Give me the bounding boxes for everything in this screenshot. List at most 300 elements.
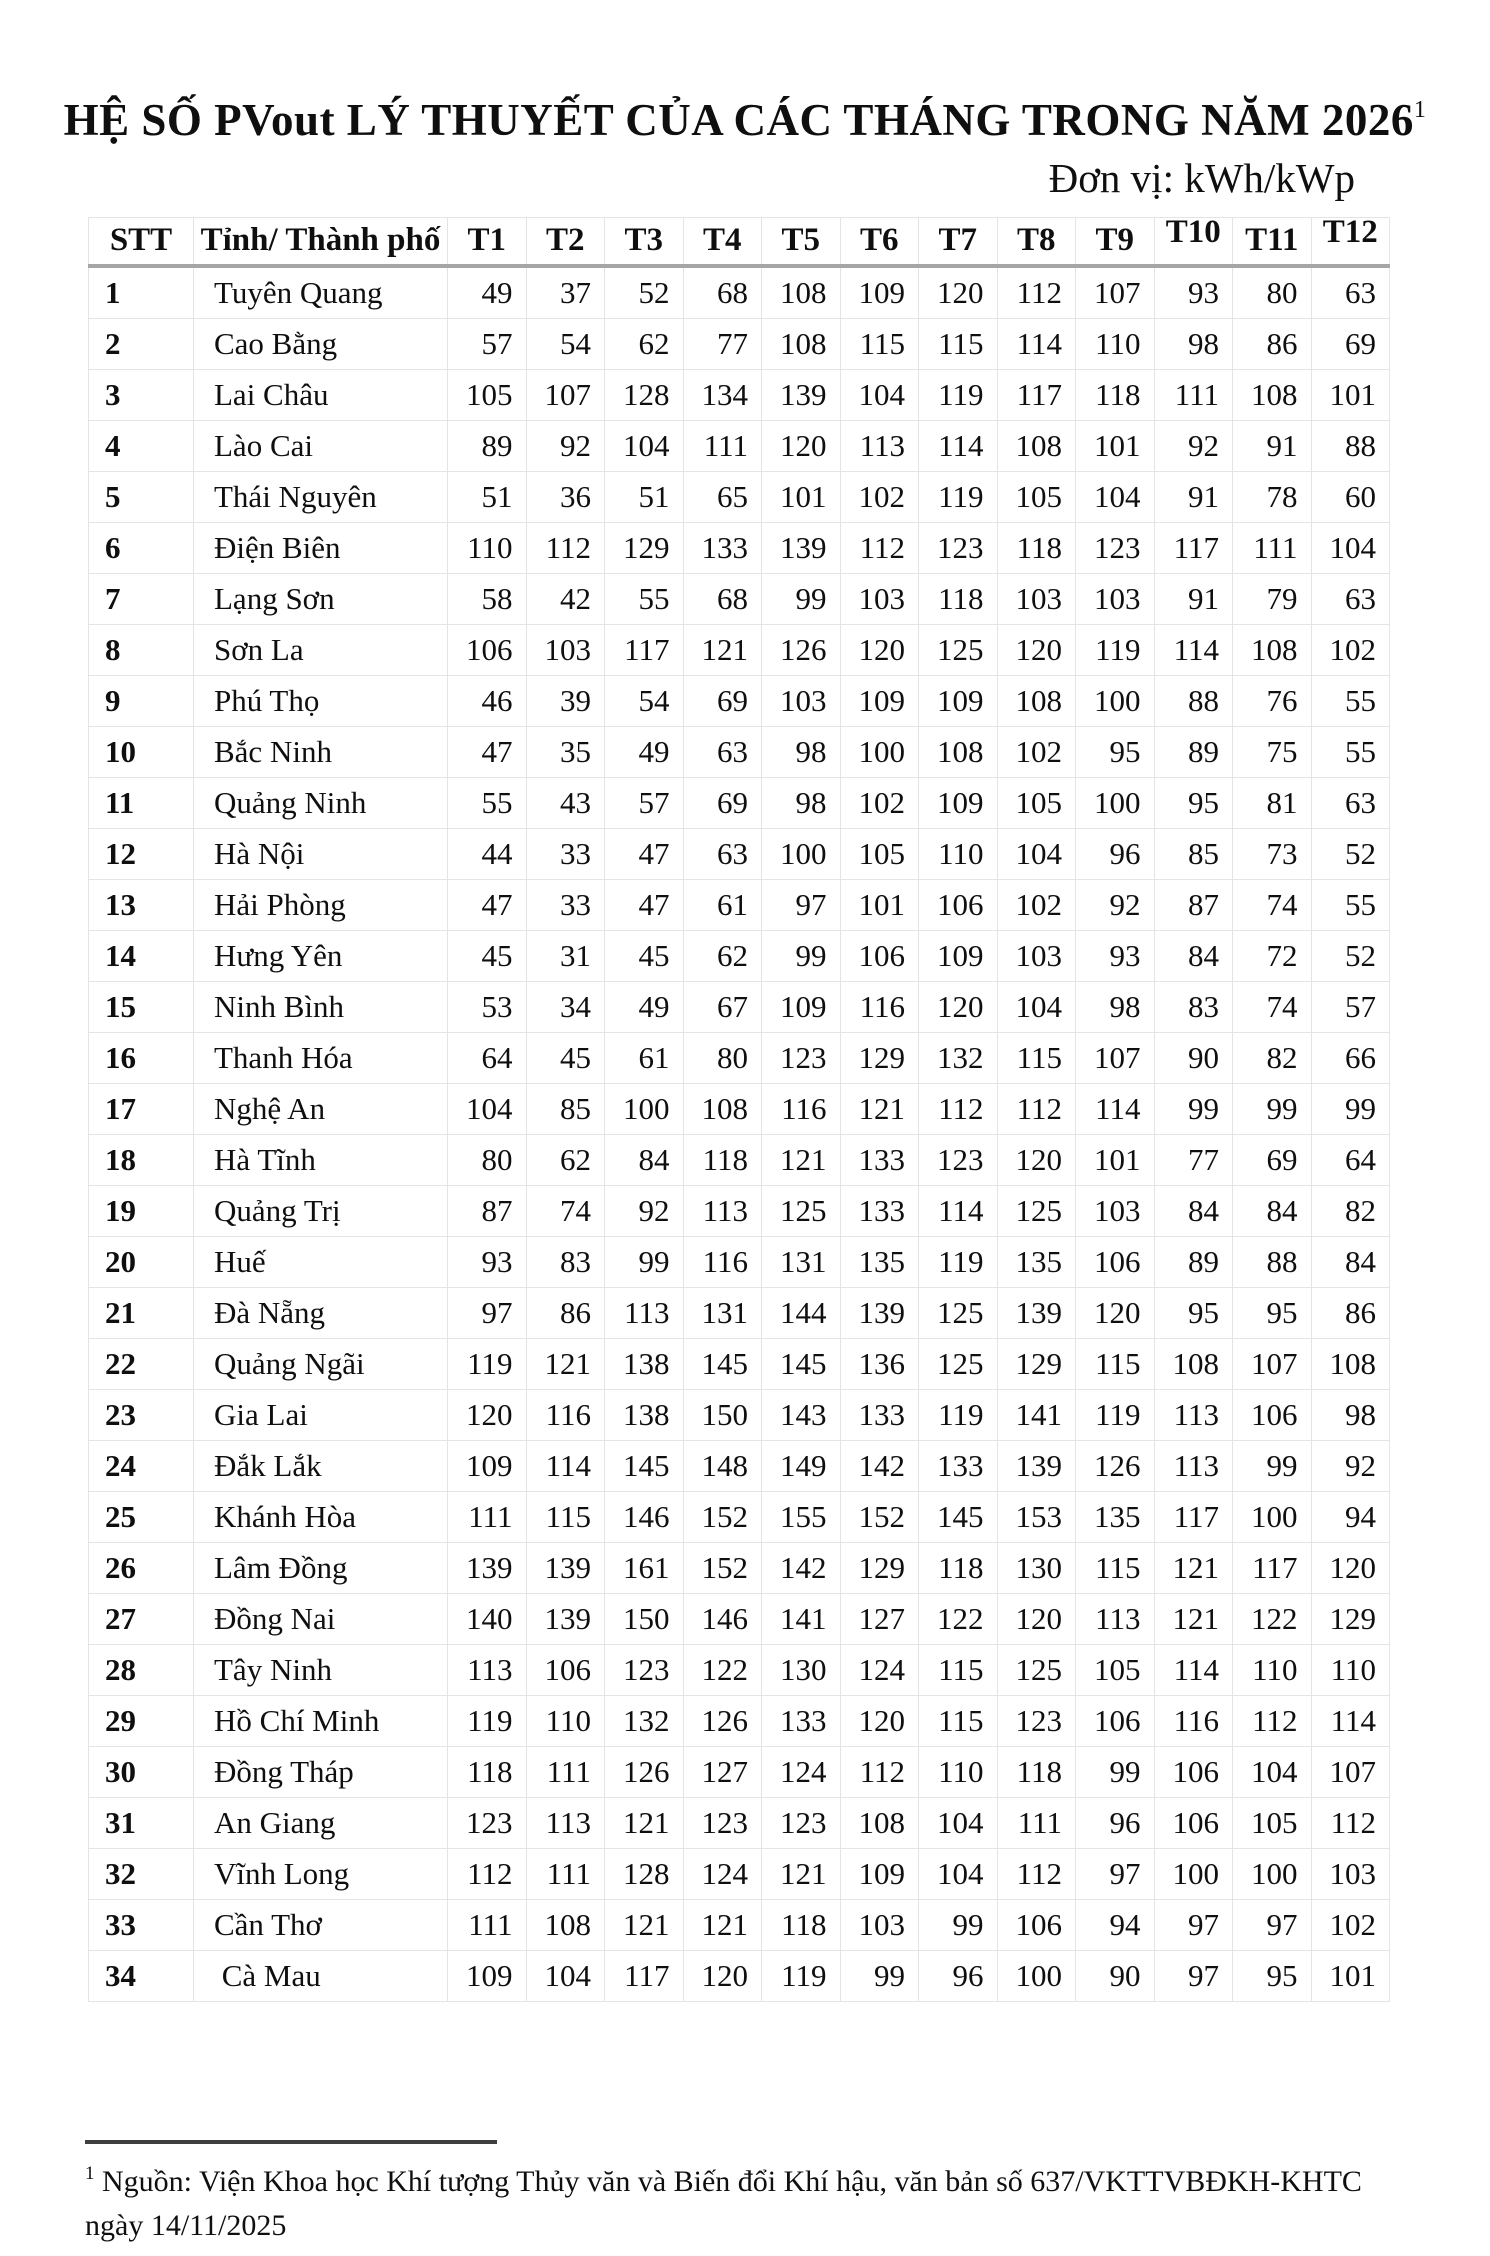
row-value-T9: 95: [1076, 726, 1155, 777]
row-value-T7: 108: [919, 726, 998, 777]
row-value-T10: 99: [1154, 1083, 1233, 1134]
row-value-T11: 99: [1233, 1440, 1312, 1491]
column-header-T9: T9: [1076, 217, 1155, 266]
row-value-T2: 43: [526, 777, 605, 828]
row-stt: 5: [89, 471, 194, 522]
row-value-T9: 119: [1076, 1389, 1155, 1440]
row-value-T12: 57: [1311, 981, 1390, 1032]
column-header-T1: T1: [448, 217, 527, 266]
footnote-marker: 1: [85, 2163, 95, 2184]
row-value-T11: 95: [1233, 1950, 1312, 2001]
table-row: [89, 981, 1390, 1032]
row-value-T6: 109: [840, 675, 919, 726]
row-value-T11: 84: [1233, 1185, 1312, 1236]
row-value-T2: 139: [526, 1593, 605, 1644]
row-value-T12: 63: [1311, 266, 1390, 319]
row-value-T2: 115: [526, 1491, 605, 1542]
row-value-T9: 113: [1076, 1593, 1155, 1644]
row-value-T7: 119: [919, 369, 998, 420]
table-row: [89, 420, 1390, 471]
table-row: [89, 1542, 1390, 1593]
table-row: [89, 1644, 1390, 1695]
row-value-T12: 86: [1311, 1287, 1390, 1338]
row-value-T10: 84: [1154, 1185, 1233, 1236]
table-row: [89, 828, 1390, 879]
row-value-T2: 36: [526, 471, 605, 522]
row-value-T2: 34: [526, 981, 605, 1032]
row-value-T7: 119: [919, 471, 998, 522]
column-header-T4: T4: [683, 217, 762, 266]
table-row: [89, 1491, 1390, 1542]
table-row: [89, 1185, 1390, 1236]
row-value-T7: 119: [919, 1389, 998, 1440]
row-value-T3: 161: [605, 1542, 684, 1593]
row-value-T10: 95: [1154, 1287, 1233, 1338]
row-province: Đắk Lắk: [194, 1440, 448, 1491]
row-value-T2: 106: [526, 1644, 605, 1695]
row-value-T7: 114: [919, 420, 998, 471]
row-value-T7: 104: [919, 1848, 998, 1899]
row-value-T10: 85: [1154, 828, 1233, 879]
row-value-T4: 77: [683, 318, 762, 369]
row-value-T3: 55: [605, 573, 684, 624]
row-province: Cà Mau: [194, 1950, 448, 2001]
row-value-T8: 125: [997, 1644, 1076, 1695]
row-province: Lâm Đồng: [194, 1542, 448, 1593]
row-value-T5: 100: [762, 828, 841, 879]
table-body: [89, 266, 1390, 2002]
row-value-T2: 33: [526, 879, 605, 930]
row-value-T7: 145: [919, 1491, 998, 1542]
row-province: Huế: [194, 1236, 448, 1287]
row-value-T12: 129: [1311, 1593, 1390, 1644]
row-value-T4: 63: [683, 726, 762, 777]
row-value-T3: 123: [605, 1644, 684, 1695]
row-value-T4: 113: [683, 1185, 762, 1236]
row-value-T4: 152: [683, 1542, 762, 1593]
row-stt: 18: [89, 1134, 194, 1185]
row-value-T4: 122: [683, 1644, 762, 1695]
row-value-T1: 58: [448, 573, 527, 624]
row-value-T2: 35: [526, 726, 605, 777]
row-value-T1: 93: [448, 1236, 527, 1287]
row-province: Tuyên Quang: [194, 266, 448, 319]
row-value-T10: 97: [1154, 1950, 1233, 2001]
footnote: [85, 2140, 1425, 2247]
table-row: [89, 266, 1390, 319]
row-value-T9: 104: [1076, 471, 1155, 522]
row-value-T1: 57: [448, 318, 527, 369]
row-value-T9: 120: [1076, 1287, 1155, 1338]
row-value-T2: 111: [526, 1848, 605, 1899]
row-value-T9: 92: [1076, 879, 1155, 930]
row-value-T12: 63: [1311, 777, 1390, 828]
row-value-T9: 126: [1076, 1440, 1155, 1491]
row-value-T10: 95: [1154, 777, 1233, 828]
row-value-T1: 97: [448, 1287, 527, 1338]
row-value-T7: 110: [919, 1746, 998, 1797]
row-value-T8: 111: [997, 1797, 1076, 1848]
row-value-T11: 75: [1233, 726, 1312, 777]
row-value-T12: 108: [1311, 1338, 1390, 1389]
row-value-T8: 112: [997, 266, 1076, 319]
column-header-T11: T11: [1233, 217, 1312, 266]
row-value-T4: 134: [683, 369, 762, 420]
row-value-T3: 49: [605, 981, 684, 1032]
row-stt: 25: [89, 1491, 194, 1542]
row-value-T10: 114: [1154, 624, 1233, 675]
table-row: [89, 1848, 1390, 1899]
row-value-T5: 123: [762, 1797, 841, 1848]
row-value-T12: 55: [1311, 675, 1390, 726]
row-province: Cần Thơ: [194, 1899, 448, 1950]
row-value-T9: 103: [1076, 573, 1155, 624]
column-header-T3: T3: [605, 217, 684, 266]
row-value-T7: 119: [919, 1236, 998, 1287]
row-value-T4: 150: [683, 1389, 762, 1440]
row-value-T10: 77: [1154, 1134, 1233, 1185]
row-province: Hà Nội: [194, 828, 448, 879]
row-value-T12: 60: [1311, 471, 1390, 522]
row-value-T4: 80: [683, 1032, 762, 1083]
row-stt: 32: [89, 1848, 194, 1899]
row-value-T1: 46: [448, 675, 527, 726]
row-value-T3: 47: [605, 828, 684, 879]
table-row: [89, 1797, 1390, 1848]
row-stt: 19: [89, 1185, 194, 1236]
row-value-T5: 131: [762, 1236, 841, 1287]
row-value-T3: 47: [605, 879, 684, 930]
table-row: [89, 1440, 1390, 1491]
row-value-T4: 131: [683, 1287, 762, 1338]
pvout-table: [88, 217, 1390, 2002]
row-value-T11: 95: [1233, 1287, 1312, 1338]
row-value-T2: 83: [526, 1236, 605, 1287]
row-value-T10: 97: [1154, 1899, 1233, 1950]
row-value-T7: 122: [919, 1593, 998, 1644]
row-value-T12: 88: [1311, 420, 1390, 471]
row-value-T6: 152: [840, 1491, 919, 1542]
row-value-T3: 146: [605, 1491, 684, 1542]
row-value-T7: 104: [919, 1797, 998, 1848]
row-value-T8: 120: [997, 1593, 1076, 1644]
row-value-T8: 130: [997, 1542, 1076, 1593]
row-value-T2: 116: [526, 1389, 605, 1440]
row-value-T9: 119: [1076, 624, 1155, 675]
row-value-T7: 109: [919, 930, 998, 981]
row-value-T8: 112: [997, 1848, 1076, 1899]
row-value-T5: 118: [762, 1899, 841, 1950]
row-value-T6: 112: [840, 1746, 919, 1797]
row-value-T6: 103: [840, 1899, 919, 1950]
row-value-T3: 150: [605, 1593, 684, 1644]
row-value-T9: 106: [1076, 1695, 1155, 1746]
row-value-T7: 133: [919, 1440, 998, 1491]
row-value-T3: 49: [605, 726, 684, 777]
row-stt: 29: [89, 1695, 194, 1746]
row-value-T10: 108: [1154, 1338, 1233, 1389]
row-value-T2: 107: [526, 369, 605, 420]
row-value-T6: 104: [840, 369, 919, 420]
row-value-T2: 114: [526, 1440, 605, 1491]
row-value-T12: 98: [1311, 1389, 1390, 1440]
row-value-T9: 123: [1076, 522, 1155, 573]
row-value-T9: 103: [1076, 1185, 1155, 1236]
row-value-T10: 106: [1154, 1797, 1233, 1848]
row-value-T10: 113: [1154, 1440, 1233, 1491]
table-row: [89, 471, 1390, 522]
row-value-T2: 42: [526, 573, 605, 624]
row-value-T6: 133: [840, 1389, 919, 1440]
row-stt: 28: [89, 1644, 194, 1695]
row-value-T5: 116: [762, 1083, 841, 1134]
row-value-T11: 72: [1233, 930, 1312, 981]
row-value-T6: 129: [840, 1542, 919, 1593]
row-value-T6: 109: [840, 266, 919, 319]
row-value-T1: 45: [448, 930, 527, 981]
row-value-T4: 62: [683, 930, 762, 981]
row-province: Cao Bằng: [194, 318, 448, 369]
row-value-T3: 138: [605, 1338, 684, 1389]
row-value-T2: 103: [526, 624, 605, 675]
row-value-T4: 68: [683, 573, 762, 624]
row-value-T5: 123: [762, 1032, 841, 1083]
table-row: [89, 573, 1390, 624]
row-value-T2: 121: [526, 1338, 605, 1389]
row-value-T3: 54: [605, 675, 684, 726]
row-value-T4: 69: [683, 777, 762, 828]
row-value-T4: 123: [683, 1797, 762, 1848]
row-value-T7: 125: [919, 1287, 998, 1338]
row-value-T11: 78: [1233, 471, 1312, 522]
row-value-T10: 117: [1154, 522, 1233, 573]
row-value-T7: 132: [919, 1032, 998, 1083]
page-title-text: HỆ SỐ PVout LÝ THUYẾT CỦA CÁC THÁNG TRONG NĂM 2026: [63, 95, 1414, 145]
row-value-T3: 62: [605, 318, 684, 369]
row-stt: 22: [89, 1338, 194, 1389]
row-value-T9: 105: [1076, 1644, 1155, 1695]
row-value-T12: 69: [1311, 318, 1390, 369]
row-value-T8: 102: [997, 726, 1076, 777]
row-value-T11: 107: [1233, 1338, 1312, 1389]
row-value-T9: 96: [1076, 1797, 1155, 1848]
row-value-T10: 111: [1154, 369, 1233, 420]
row-value-T2: 74: [526, 1185, 605, 1236]
row-value-T7: 109: [919, 675, 998, 726]
row-value-T5: 142: [762, 1542, 841, 1593]
row-value-T3: 126: [605, 1746, 684, 1797]
row-value-T5: 133: [762, 1695, 841, 1746]
row-value-T6: 115: [840, 318, 919, 369]
row-value-T6: 102: [840, 777, 919, 828]
row-value-T2: 139: [526, 1542, 605, 1593]
row-value-T4: 116: [683, 1236, 762, 1287]
row-value-T9: 97: [1076, 1848, 1155, 1899]
row-value-T12: 112: [1311, 1797, 1390, 1848]
row-value-T9: 100: [1076, 675, 1155, 726]
row-value-T5: 101: [762, 471, 841, 522]
row-value-T7: 114: [919, 1185, 998, 1236]
row-value-T8: 102: [997, 879, 1076, 930]
row-province: Thái Nguyên: [194, 471, 448, 522]
row-value-T6: 142: [840, 1440, 919, 1491]
row-value-T8: 120: [997, 1134, 1076, 1185]
row-stt: 20: [89, 1236, 194, 1287]
table-row: [89, 522, 1390, 573]
row-value-T10: 84: [1154, 930, 1233, 981]
row-value-T5: 108: [762, 318, 841, 369]
row-value-T8: 118: [997, 1746, 1076, 1797]
row-value-T3: 61: [605, 1032, 684, 1083]
row-value-T1: 139: [448, 1542, 527, 1593]
row-value-T11: 99: [1233, 1083, 1312, 1134]
row-value-T3: 117: [605, 624, 684, 675]
row-stt: 10: [89, 726, 194, 777]
row-value-T12: 64: [1311, 1134, 1390, 1185]
row-province: Đà Nẵng: [194, 1287, 448, 1338]
column-header-T6: T6: [840, 217, 919, 266]
row-value-T12: 102: [1311, 624, 1390, 675]
table-row: [89, 1950, 1390, 2001]
row-province: Quảng Trị: [194, 1185, 448, 1236]
row-value-T10: 87: [1154, 879, 1233, 930]
row-stt: 12: [89, 828, 194, 879]
row-value-T11: 86: [1233, 318, 1312, 369]
row-stt: 2: [89, 318, 194, 369]
row-value-T1: 89: [448, 420, 527, 471]
row-value-T12: 55: [1311, 726, 1390, 777]
row-value-T5: 126: [762, 624, 841, 675]
row-value-T12: 114: [1311, 1695, 1390, 1746]
row-value-T11: 74: [1233, 879, 1312, 930]
row-value-T10: 114: [1154, 1644, 1233, 1695]
row-value-T9: 110: [1076, 318, 1155, 369]
row-value-T6: 120: [840, 624, 919, 675]
row-value-T8: 112: [997, 1083, 1076, 1134]
row-value-T12: 92: [1311, 1440, 1390, 1491]
row-value-T10: 89: [1154, 1236, 1233, 1287]
row-value-T1: 51: [448, 471, 527, 522]
row-value-T10: 106: [1154, 1746, 1233, 1797]
row-value-T10: 92: [1154, 420, 1233, 471]
row-value-T5: 144: [762, 1287, 841, 1338]
row-value-T11: 76: [1233, 675, 1312, 726]
row-value-T8: 106: [997, 1899, 1076, 1950]
row-value-T10: 100: [1154, 1848, 1233, 1899]
row-value-T12: 101: [1311, 369, 1390, 420]
row-value-T5: 99: [762, 573, 841, 624]
row-value-T3: 128: [605, 369, 684, 420]
row-value-T4: 146: [683, 1593, 762, 1644]
table-row: [89, 1134, 1390, 1185]
row-value-T8: 129: [997, 1338, 1076, 1389]
row-value-T7: 123: [919, 1134, 998, 1185]
table-row: [89, 1389, 1390, 1440]
row-value-T10: 93: [1154, 266, 1233, 319]
row-value-T8: 117: [997, 369, 1076, 420]
row-stt: 16: [89, 1032, 194, 1083]
row-value-T2: 62: [526, 1134, 605, 1185]
row-value-T11: 80: [1233, 266, 1312, 319]
row-value-T12: 101: [1311, 1950, 1390, 2001]
row-value-T3: 51: [605, 471, 684, 522]
row-value-T2: 104: [526, 1950, 605, 2001]
row-value-T8: 139: [997, 1440, 1076, 1491]
row-value-T4: 127: [683, 1746, 762, 1797]
row-value-T6: 102: [840, 471, 919, 522]
row-value-T12: 66: [1311, 1032, 1390, 1083]
row-province: Nghệ An: [194, 1083, 448, 1134]
row-stt: 17: [89, 1083, 194, 1134]
row-value-T7: 109: [919, 777, 998, 828]
row-value-T8: 120: [997, 624, 1076, 675]
row-value-T5: 155: [762, 1491, 841, 1542]
row-value-T12: 103: [1311, 1848, 1390, 1899]
row-value-T7: 115: [919, 318, 998, 369]
row-value-T9: 106: [1076, 1236, 1155, 1287]
row-value-T11: 111: [1233, 522, 1312, 573]
table-row: [89, 1695, 1390, 1746]
row-value-T6: 99: [840, 1950, 919, 2001]
row-value-T7: 96: [919, 1950, 998, 2001]
table-row: [89, 1083, 1390, 1134]
table-row: [89, 318, 1390, 369]
row-value-T11: 112: [1233, 1695, 1312, 1746]
row-value-T1: 140: [448, 1593, 527, 1644]
row-value-T9: 100: [1076, 777, 1155, 828]
table-row: [89, 726, 1390, 777]
row-value-T11: 91: [1233, 420, 1312, 471]
footnote-line1: [85, 2160, 1425, 2204]
row-value-T12: 107: [1311, 1746, 1390, 1797]
row-value-T9: 96: [1076, 828, 1155, 879]
row-value-T12: 120: [1311, 1542, 1390, 1593]
table-row: [89, 1746, 1390, 1797]
row-value-T10: 90: [1154, 1032, 1233, 1083]
row-province: Đồng Tháp: [194, 1746, 448, 1797]
row-province: Gia Lai: [194, 1389, 448, 1440]
row-value-T10: 98: [1154, 318, 1233, 369]
row-value-T3: 128: [605, 1848, 684, 1899]
row-value-T8: 105: [997, 777, 1076, 828]
row-value-T4: 120: [683, 1950, 762, 2001]
row-province: Điện Biên: [194, 522, 448, 573]
row-value-T12: 104: [1311, 522, 1390, 573]
row-value-T12: 82: [1311, 1185, 1390, 1236]
row-value-T3: 100: [605, 1083, 684, 1134]
row-value-T4: 121: [683, 624, 762, 675]
column-header-T5: T5: [762, 217, 841, 266]
row-value-T1: 110: [448, 522, 527, 573]
row-value-T4: 118: [683, 1134, 762, 1185]
row-value-T3: 145: [605, 1440, 684, 1491]
row-value-T12: 63: [1311, 573, 1390, 624]
row-province: Vĩnh Long: [194, 1848, 448, 1899]
row-value-T2: 85: [526, 1083, 605, 1134]
row-value-T5: 99: [762, 930, 841, 981]
row-value-T1: 105: [448, 369, 527, 420]
row-stt: 7: [89, 573, 194, 624]
row-value-T3: 45: [605, 930, 684, 981]
page-title: [60, 96, 1430, 146]
row-stt: 6: [89, 522, 194, 573]
row-value-T5: 145: [762, 1338, 841, 1389]
row-value-T5: 139: [762, 369, 841, 420]
row-value-T11: 97: [1233, 1899, 1312, 1950]
row-value-T9: 94: [1076, 1899, 1155, 1950]
row-value-T8: 104: [997, 828, 1076, 879]
row-value-T6: 124: [840, 1644, 919, 1695]
